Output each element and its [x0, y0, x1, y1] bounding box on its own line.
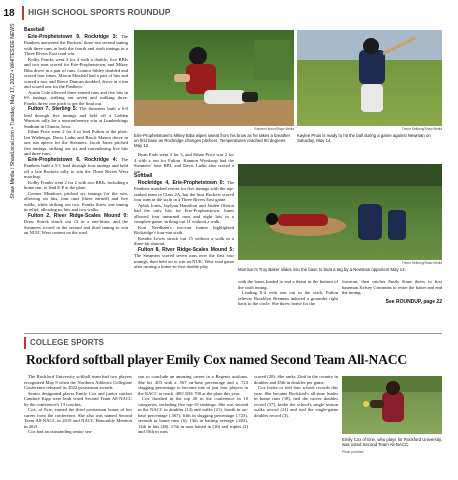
batter-figure — [297, 30, 442, 126]
paragraph: Cox broke or tied four school records this year. She became Rockford's all-time leader in home runs (18), tied the career doubles record (37), broke the school's single-season walks record (21) and tied the single-game doubles record (3). — [254, 385, 338, 418]
game-4: Fulton 2, River Ridge-Scales Mound 0: Drew Struck struck out 13 in a one-hitter, and the Steamers scored in the second and third inning to win an NUIC West contest on the road. — [24, 212, 128, 235]
paragraph: Kolby Franks went 3 for 4 with a double, five RBIs and two runs scored for Erie-Prophetstown, and Mikey Biba drove in a pair of runs. Connor Sibley doubled and scored four times, Mason Mitsfeld had a pair of hits and scored a run, and Reece Duncan doubled, drove in a run and scored one for the Panthers. — [24, 56, 128, 89]
paragraph: scored (28). She ranks 22nd in the country in doubles and 45th in doubles per game. — [254, 374, 338, 385]
paragraph: Leading 8-4 with one out in the sixth, Fulton reliever Brooklyn Brennan induced a grounder right back to the circle. She threw home for the — [238, 290, 338, 306]
photo-3-credit: Trevor Sellberg/Shaw Media — [401, 261, 442, 265]
game-2: Fulton 7, Sterling 5: The Steamers built a 6-0 lead through five innings and held off a Golden Warriors rally for a nonconference win at Lumberkings Stadium in Clinton, Iowa. — [24, 106, 128, 129]
paragraph: Kori Needham's two-run homer highlighted Rockridge's four-run sixth. — [134, 224, 234, 235]
paragraph: Aylah Jones, Jaylynn Hamilton and Jaiden Oleson had the only hits for Erie-Prophetstown. Jones allowed four unearned runs and eight hits in a complete game, striking out 11 without a walk. — [134, 202, 234, 224]
section-title-bottom: COLLEGE SPORTS — [30, 338, 104, 347]
fielder-figure — [342, 376, 442, 434]
paragraph: Conner Meadows pitched six innings for the win, allowing six hits, four runs (three earned) and five walks, while striking out two. Franks threw one inning in relief, allowing no hits and two walks. — [24, 190, 128, 212]
photo-3-caption: Morrison's Troy Baker slides into the base to beat a tag by a Newman opponent May 14. — [238, 267, 406, 272]
game-5: Rockridge 4, Erie-Prophetstown 0: The Panthers matched zeroes for five innings with the top-ranked team in Class 2A, but the host Rockets scored four runs in the sixth in a Three Rivers East game. — [134, 179, 234, 202]
paragraph: forceout, then catcher Emily Kane threw to first baseman Kelsey Crimmins to retire the batter and end the inning. — [342, 279, 442, 295]
paragraph: son to conclude an amazing career in a Regents uniform. She hit .403 with a .567 on-base percentage and a .723 slugging percentage to become one of just four players in the NACC to reach .400/.500/.700 at the plate this year. — [138, 374, 248, 396]
game-3: Erie-Prophetstown 6, Rockridge 4: The Panthers built a 5-1 lead through four innings and held off a late Rockets rally to win the Three Rivers West matchup. — [24, 156, 128, 179]
headline: Rockford softball player Emily Cox named Second Team All-NACC — [26, 352, 408, 367]
game-6: Fulton 8, River Ridge-Scales Mound 5: The Steamers scored seven runs over the first four innings, then held on to win an NUIC West road game after turning a home-to-first double play — [134, 246, 234, 269]
photo-baker — [238, 164, 442, 260]
paragraph: Austin Cole allowed three earned runs and five hits in 6⅔ innings, striking out seven and walking three. Franks threw one pitch to get the final out. — [24, 89, 128, 106]
photo-4-caption: Emily Cox of Erie, who plays for Rockford University, was voted Second Team All-NACC. — [342, 437, 442, 448]
photo-2-credit: Trevor Sellberg/Shaw Media — [401, 127, 442, 131]
player-figure — [134, 30, 294, 126]
paragraph: Cox, of Erie, earned the third postseason honor of her career from the conference. She also was named Second Team All-NACC in 2019 and NACC Honorable Mention in 2021. — [24, 407, 132, 429]
photo-2-caption: Kaylee Pruis is ready to hit the ball during a game against Newman on Saturday, May 14. — [297, 133, 431, 144]
college-col-3 — [254, 374, 338, 418]
paragraph: Senior designated player Emily Cox and junior catcher Candace Kipp were both voted Second Team All-NACC by the conference's 13 coaches. — [24, 390, 132, 407]
column-4 — [342, 279, 442, 305]
college-col-1 — [24, 374, 132, 435]
photo-1-caption: Erie-Prophetstown's Mikey Biba wipes sweat from his brow as he takes a breather on first base as Rockridge changes pitchers. Temperatures reached 90 degrees May 12. — [134, 133, 291, 149]
column-1 — [24, 28, 128, 236]
paragraph: Ryan Eads went 3 for 3, and Ethan Price was 2 for 4 with a run for Fulton. Kannon Wynkoop had the Steamers' lone RBI, and Davis Ladin also scored a run. — [134, 152, 234, 174]
photo-biba — [134, 30, 294, 126]
section-rule — [24, 333, 442, 334]
softball-heading: Softball — [134, 173, 153, 179]
paragraph: with the bases loaded to end a threat in the bottom of the sixth inning. — [238, 279, 338, 290]
paragraph: Ethan Price went 2 for 4 to lead Fulton at the plate. Ian Wiebenga, Davis Ladin and Brock Mason drove in one run apiece for the Steamers. Jacob Jones pitched five innings, striking out six and surrendering five hits and three runs. — [24, 129, 128, 156]
side-masthead: Shaw Media / ShawLocal.com • Tuesday, May 17, 2022 • WHITESIDE NEWS — [10, 23, 16, 199]
photo-cox — [342, 376, 442, 434]
section-title-top: HIGH SCHOOL SPORTS ROUNDUP — [28, 7, 171, 17]
paragraph: Cox had an outstanding senior sea- — [28, 429, 93, 434]
baseball-heading: Baseball — [24, 27, 45, 33]
paragraph: The Rockford University softball team had two players recognized May 9 when the Northern Athletics Collegiate Conference released its 2022 postseason awards. — [24, 374, 132, 390]
photo-4-credit: Photo provided — [342, 450, 364, 454]
college-col-2 — [138, 374, 248, 435]
paragraph: Cox finished in the top 20 in the conference in 10 categories, including five top-10 rankings. She was second in the NACC in doubles (14) and walks (21), fourth in on-base percentage (.567), fifth in slugging percentage (.723), seventh in home runs (6), 13th in batting average (.403), 14th in hits (48), 17th in runs batted in (26) and triples (2) and 18th in runs — [138, 396, 248, 434]
section-divider-bottom — [24, 337, 26, 349]
paragraph: Kendra Lewis struck out 15 without a walk in a three-hit shutout. — [134, 235, 234, 246]
column-3 — [238, 279, 338, 307]
game-1: Erie-Prophetstown 9, Rockridge 3: The Panthers answered the Rockets' three-run second inning with three runs in both the fourth and sixth innings in a Three Rivers East road win. — [24, 33, 128, 56]
section-divider-top — [22, 6, 24, 20]
photo-1-credit: Earleen Hinton/Shaw Media — [254, 127, 294, 131]
column-2 — [134, 152, 234, 270]
see-roundup-link[interactable]: See ROUNDUP, page 22 — [385, 298, 442, 305]
slide-figure — [238, 164, 442, 260]
page-number: 18 — [3, 8, 15, 19]
photo-pruis — [297, 30, 442, 126]
paragraph: Kolby Franks went 2 for 2 with two RBIs, including a home run, to lead E-P at the plate. — [24, 179, 128, 190]
